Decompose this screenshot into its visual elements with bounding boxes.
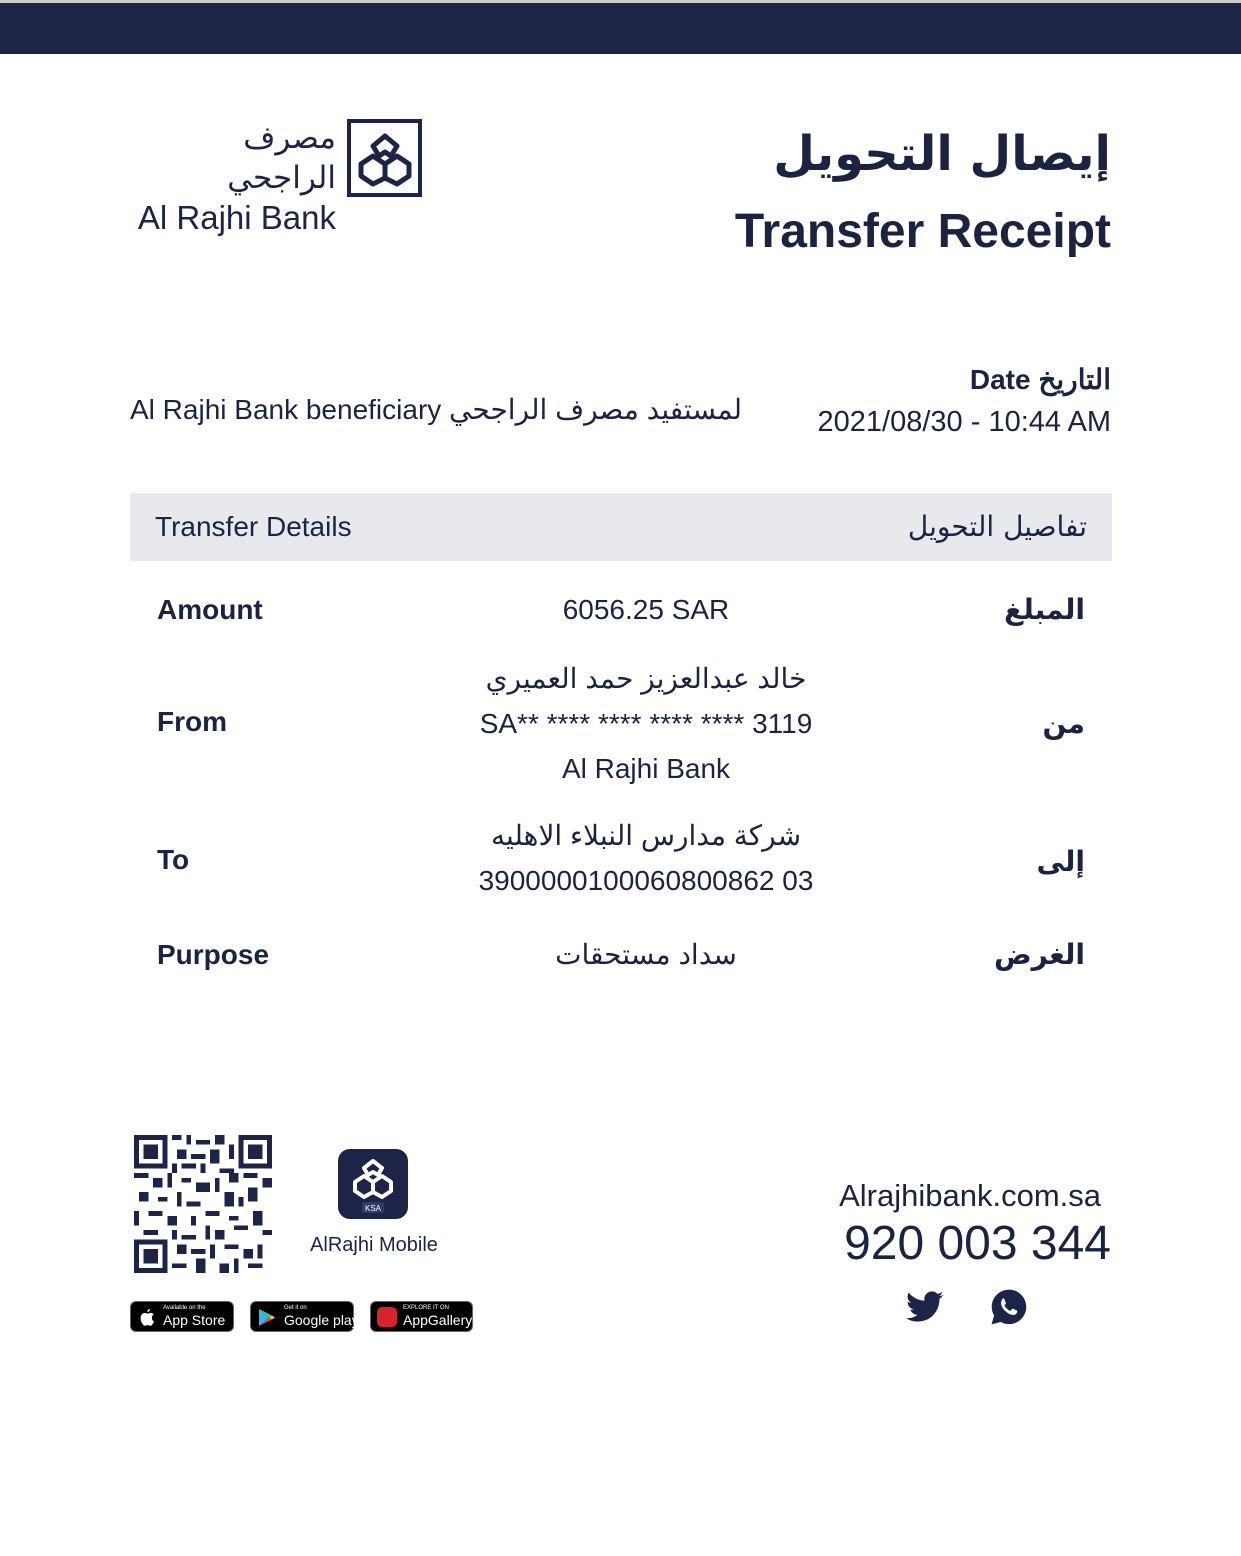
- app-store-small: Available on the: [163, 1305, 206, 1311]
- purpose-label-en: Purpose: [157, 939, 270, 970]
- top-banner: [0, 0, 1241, 54]
- google-play-big: Google play: [284, 1312, 359, 1328]
- from-value: [396, 656, 896, 791]
- google-play-small: Get it on: [284, 1305, 307, 1311]
- app-gallery-small: EXPLORE IT ON: [403, 1305, 449, 1311]
- to-label-ar: إلى: [1036, 845, 1085, 878]
- google-play-icon: [258, 1308, 276, 1327]
- from-iban: SA** **** **** **** **** 3119: [479, 708, 813, 739]
- phone-number[interactable]: 920 003 344: [844, 1217, 1111, 1270]
- from-name: خالد عبدالعزيز حمد العميري: [485, 663, 807, 694]
- from-bank: Al Rajhi Bank: [561, 753, 731, 784]
- amount-value: [396, 587, 896, 632]
- purpose-text: سداد مستحقات: [555, 939, 737, 970]
- whatsapp-icon[interactable]: [990, 1288, 1028, 1326]
- transfer-details-header: [130, 493, 1112, 561]
- bank-logo-text: [126, 118, 336, 238]
- app-badge-text: KSA: [364, 1204, 382, 1213]
- amount-label-ar: المبلغ: [1004, 593, 1085, 626]
- apple-icon: [139, 1308, 155, 1326]
- beneficiary-type: Al Rajhi Bank beneficiary لمستفيد مصرف الراجحي: [130, 394, 743, 425]
- app-store-badge[interactable]: [130, 1301, 234, 1332]
- logo-english: Al Rajhi Bank: [137, 199, 336, 236]
- website-link[interactable]: Alrajhibank.com.sa: [839, 1178, 1101, 1213]
- purpose-label-ar: الغرض: [994, 938, 1085, 971]
- to-value: [396, 813, 896, 903]
- title-english: Transfer Receipt: [734, 205, 1111, 258]
- details-header-english: Transfer Details: [155, 511, 352, 542]
- al-rajhi-logo-icon: [347, 119, 422, 197]
- alrajhi-mobile-app-icon[interactable]: [338, 1149, 408, 1219]
- qr-code: [134, 1135, 272, 1273]
- huawei-icon: [377, 1307, 397, 1327]
- date-label: Date التاريخ: [969, 364, 1111, 395]
- purpose-value: [396, 932, 896, 977]
- google-play-badge[interactable]: [250, 1301, 359, 1332]
- from-label-en: From: [157, 706, 227, 737]
- twitter-icon[interactable]: [906, 1289, 944, 1325]
- title-arabic: إيصال التحويل: [773, 126, 1111, 182]
- details-header-arabic: تفاصيل التحويل: [907, 510, 1087, 543]
- app-gallery-big: AppGallery: [403, 1312, 473, 1328]
- logo-arabic: مصرف الراجحي: [227, 120, 336, 196]
- app-label: AlRajhi Mobile: [310, 1234, 438, 1256]
- app-store-big: App Store: [163, 1312, 226, 1328]
- to-name: شركة مدارس النبلاء الاهليه: [490, 820, 802, 851]
- to-label-en: To: [157, 844, 190, 875]
- app-gallery-badge[interactable]: [370, 1301, 473, 1332]
- to-account: 3900000100060800862 03: [478, 865, 814, 896]
- date-value: 2021/08/30 - 10:44 AM: [817, 406, 1111, 438]
- amount-label-en: Amount: [157, 594, 263, 625]
- from-label-ar: من: [1042, 707, 1085, 740]
- amount-value-line: 6056.25 SAR: [562, 594, 730, 625]
